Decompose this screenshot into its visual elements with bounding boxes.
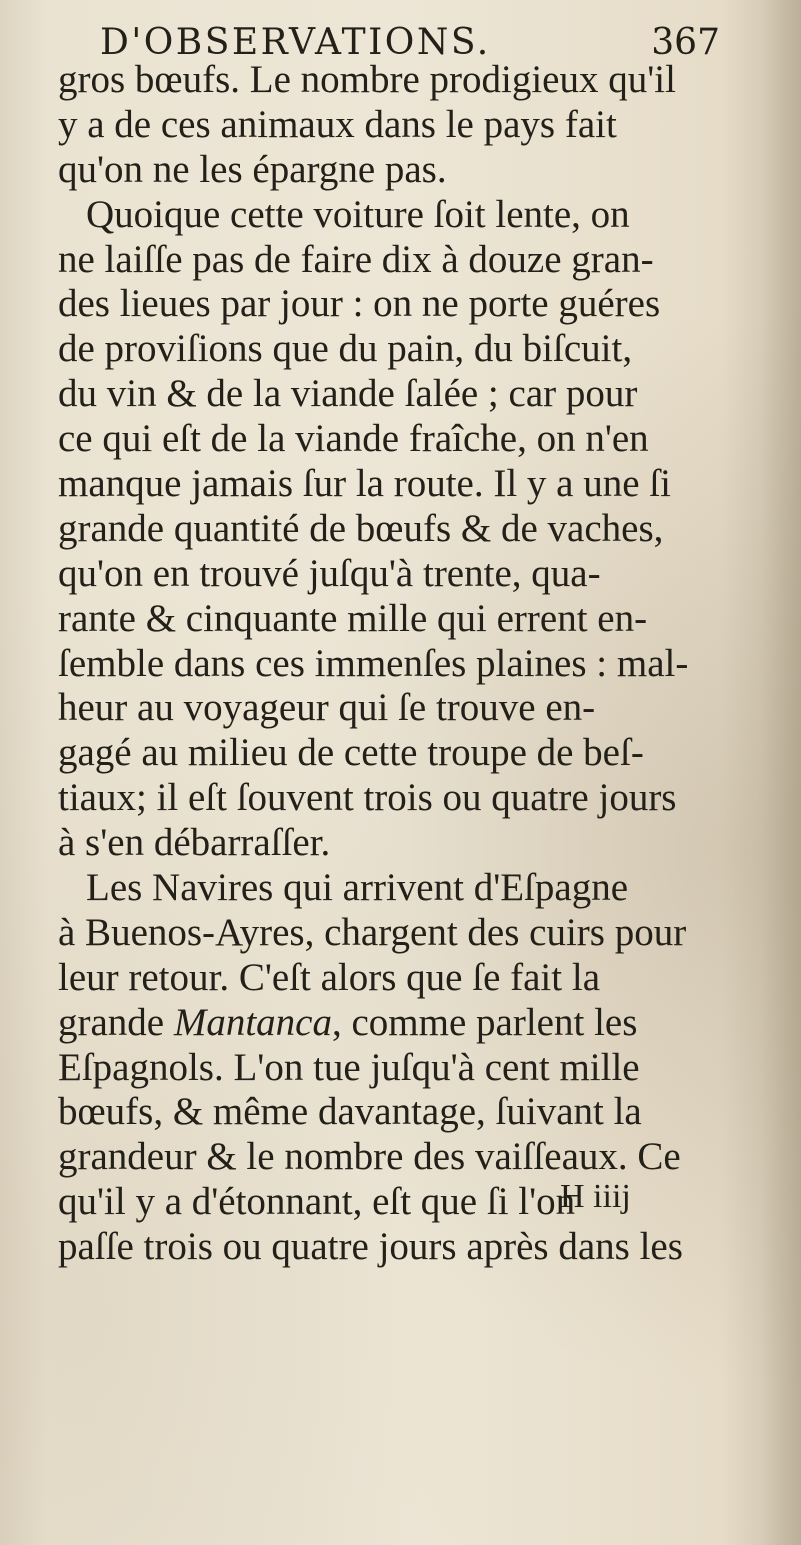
text-line: à Buenos-Ayres, chargent des cuirs pour — [58, 910, 687, 954]
italic-term-mantanca: Mantanca — [173, 1000, 332, 1044]
text-line: bœufs, & même davantage, ſuivant la — [58, 1090, 642, 1134]
text-line: gros bœufs. Le nombre prodigieux qu'il — [58, 58, 676, 101]
text-line: des lieues par jour : on ne porte guéres — [58, 282, 661, 326]
text-line: rante & cinquante mille qui errent en- — [58, 596, 648, 640]
text-line-segment: grande — [58, 1000, 174, 1044]
text-line: ſemble dans ces immenſes plaines : mal- — [58, 641, 689, 685]
paragraph-start-line: Quoique cette voiture ſoit lente, on — [86, 192, 630, 236]
text-line: gagé au milieu de cette troupe de beſ- — [58, 731, 644, 775]
text-body — [58, 58, 758, 1270]
text-line: Eſpagnols. L'on tue juſqu'à cent mille — [58, 1045, 640, 1089]
text-line: paſſe trois ou quatre jours après dans les — [58, 1225, 683, 1269]
paragraph-start-line: Les Navires qui arrivent d'Eſpagne — [86, 866, 629, 910]
text-line: heur au voyageur qui ſe trouve en- — [58, 686, 596, 730]
text-line: ne laiſſe pas de faire dix à douze gran- — [58, 237, 654, 281]
text-line: leur retour. C'eſt alors que ſe fait la — [58, 955, 601, 999]
text-line: manque jamais ſur la route. Il y a une ſi — [58, 462, 671, 506]
text-line: qu'on en trouvé juſqu'à trente, qua- — [58, 551, 601, 595]
text-line: ce qui eſt de la viande fraîche, on n'en — [58, 417, 649, 461]
page-number: 367 — [651, 22, 720, 63]
signature-mark: H iiij — [560, 1178, 631, 1215]
text-line: y a de ces animaux dans le pays fait — [58, 102, 617, 146]
text-line: qu'il y a d'étonnant, eſt que ſi l'on — [58, 1180, 576, 1224]
text-line: qu'on ne les épargne pas. — [58, 147, 447, 191]
text-line: de proviſions que du pain, du biſcuit, — [58, 327, 633, 371]
running-head-title: D'OBSERVATIONS. — [100, 22, 491, 63]
text-line: à s'en débarraſſer. — [58, 821, 331, 865]
text-line: grande quantité de bœufs & de vaches, — [58, 506, 664, 550]
text-line: tiaux; il eſt ſouvent trois ou quatre jours — [58, 776, 677, 820]
running-head — [100, 22, 720, 62]
page-edge-shadow — [761, 0, 801, 1545]
text-line: grandeur & le nombre des vaiſſeaux. Ce — [58, 1135, 681, 1179]
text-line: du vin & de la viande ſalée ; car pour — [58, 372, 638, 416]
text-line-segment: , comme parlent les — [332, 1000, 638, 1044]
text-line-mantanca — [58, 1001, 758, 1046]
